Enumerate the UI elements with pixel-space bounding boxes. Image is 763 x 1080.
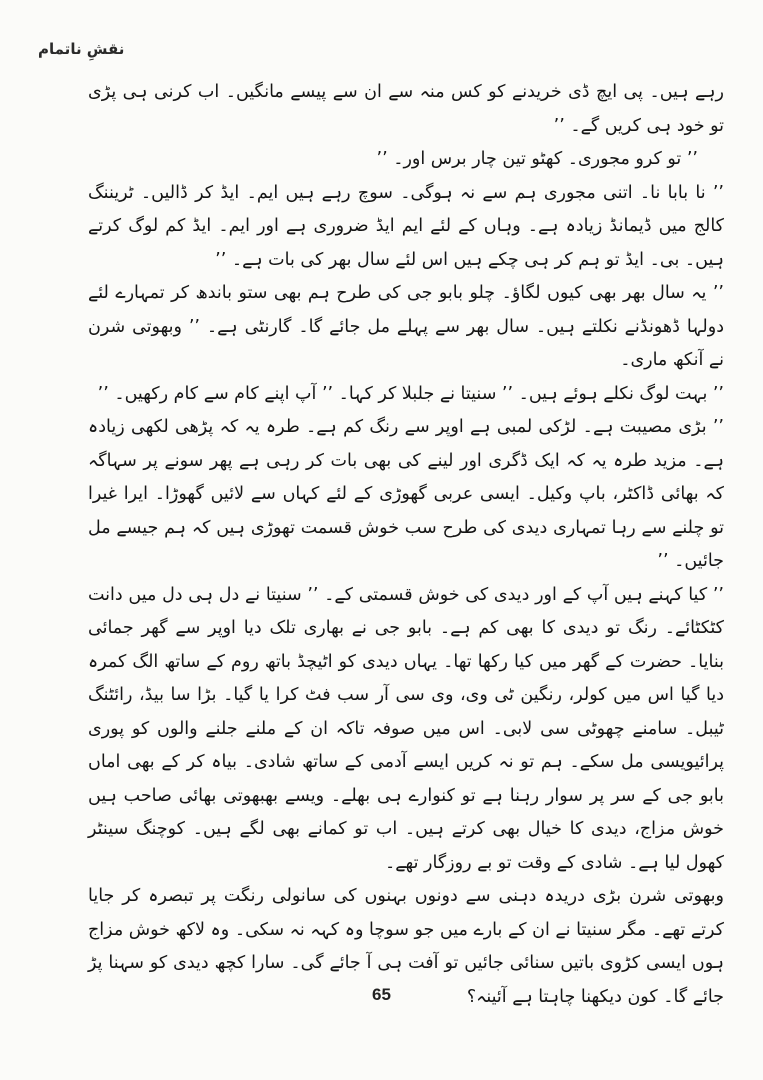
page-body-text — [88, 76, 724, 1014]
page-number: 65 — [372, 985, 391, 1004]
running-header-title: نقشِ ناتمام — [38, 40, 125, 58]
paragraph: ’’ یہ سال بھر بھی کیوں لگاؤ۔ چلو بابو جی کی طرح ہم بھی ستو باندھ کر تمہارے لئے دولہا ڈھونڈنے نکلتے ہیں۔ سال بھر سے پہلے مل جائے گا۔ گارنٹی ہے۔ ’’ وبھوتی شرن نے آنکھ ماری۔ — [88, 283, 724, 370]
paragraph: ’’ بہت لوگ نکلے ہوئے ہیں۔ ’’ سنیتا نے جلبلا کر کہا۔ ’’ آپ اپنے کام سے کام رکھیں۔ ’’ — [97, 383, 724, 404]
paragraph: ’’ کیا کہنے ہیں آپ کے اور دیدی کی خوش قسمتی کے۔ ’’ سنیتا نے دل ہی دل میں دانت کٹکٹائے۔ رنگ تو دیدی کا بھی کم ہے۔ بابو جی نے بھاری تلک دیا اوپر سے گھر جمائی بنایا۔ حضرت کے گھر میں کیا رکھا تھا۔ یہاں دیدی کو اٹیچڈ باتھ روم کے ساتھ الگ کمرہ دیا گیا اس میں کولر، رنگین ٹی وی، وی سی آر سب فٹ کرا یا گیا۔ بڑا سا بیڈ، رائٹنگ ٹیبل۔ سامنے چھوٹی سی لابی۔ اس میں صوفہ تاکہ ان کے ملنے جلنے والوں کو پوری پرائیویسی مل سکے۔ ہم تو نہ کریں ایسے آدمی کے ساتھ شادی۔ بیاہ کر کے بھی اماں بابو جی کے سر پر سوار رہنا ہے تو کنوارے ہی بھلے۔ ویسے بھبھوتی بھائی صاحب ہیں خوش مزاج، دیدی کا خیال بھی کرتے ہیں۔ اب تو کمانے بھی لگے ہیں۔ کوچنگ سینٹر کھول لیا ہے۔ شادی کے وقت تو بے روزگار تھے۔ — [88, 584, 724, 873]
paragraph: ’’ نا بابا نا۔ اتنی مجوری ہم سے نہ ہوگی۔ سوچ رہے ہیں ایم۔ ایڈ کر ڈالیں۔ ٹریننگ کالج میں ڈیمانڈ زیادہ ہے۔ وہاں کے لئے ایم ایڈ ضروری ہے اور ایم۔ ایڈ کم لوگ کرتے ہیں۔ بی۔ ایڈ تو ہم کر ہی چکے ہیں اس لئے سال بھر کی بات ہے۔ ’’ — [88, 182, 724, 270]
paragraph: ’’ تو کرو مجوری۔ کھٹو تین چار برس اور۔ ’’ — [376, 149, 698, 169]
paragraph: وبھوتی شرن بڑی دریدہ دہنی سے دونوں بہنوں کی سانولی رنگت پر تبصرہ کر جایا کرتے تھے۔ مگر سنیتا نے ان کے بارے میں جو سوچا وہ کہہ نہ سکی۔ وہ لاکھ خوش مزاج ہوں ایسی کڑوی باتیں سنائی جائیں تو آفت ہی آ جائے گی۔ سارا کچھ دیدی کو سہنا پڑ جائے گا۔ کون دیکھنا چاہتا ہے آئینہ؟ — [88, 886, 724, 1007]
paragraph: رہے ہیں۔ پی ایچ ڈی خریدنے کو کس منہ سے ان سے پیسے مانگیں۔ اب کرنی ہی پڑی تو خود ہی کریں گے۔ ’’ — [88, 82, 724, 136]
paragraph: ’’ بڑی مصیبت ہے۔ لڑکی لمبی ہے اوپر سے رنگ کم ہے۔ طرہ یہ کہ پڑھی لکھی زیادہ ہے۔ مزید طرہ یہ کہ ایک ڈگری اور لینے کی بھی بات کر رہی ہے پھر سونے پر سہاگہ کہ بھائی ڈاکٹر، باپ وکیل۔ ایسی عربی گھوڑی کے لئے کہاں سے لائیں گھوڑا۔ ایرا غیرا تو چلنے سے رہا تمہاری دیدی کی طرح سب خوش قسمت تھوڑی ہیں کہ ہم جیسے مل جائیں۔ ’’ — [88, 417, 724, 571]
